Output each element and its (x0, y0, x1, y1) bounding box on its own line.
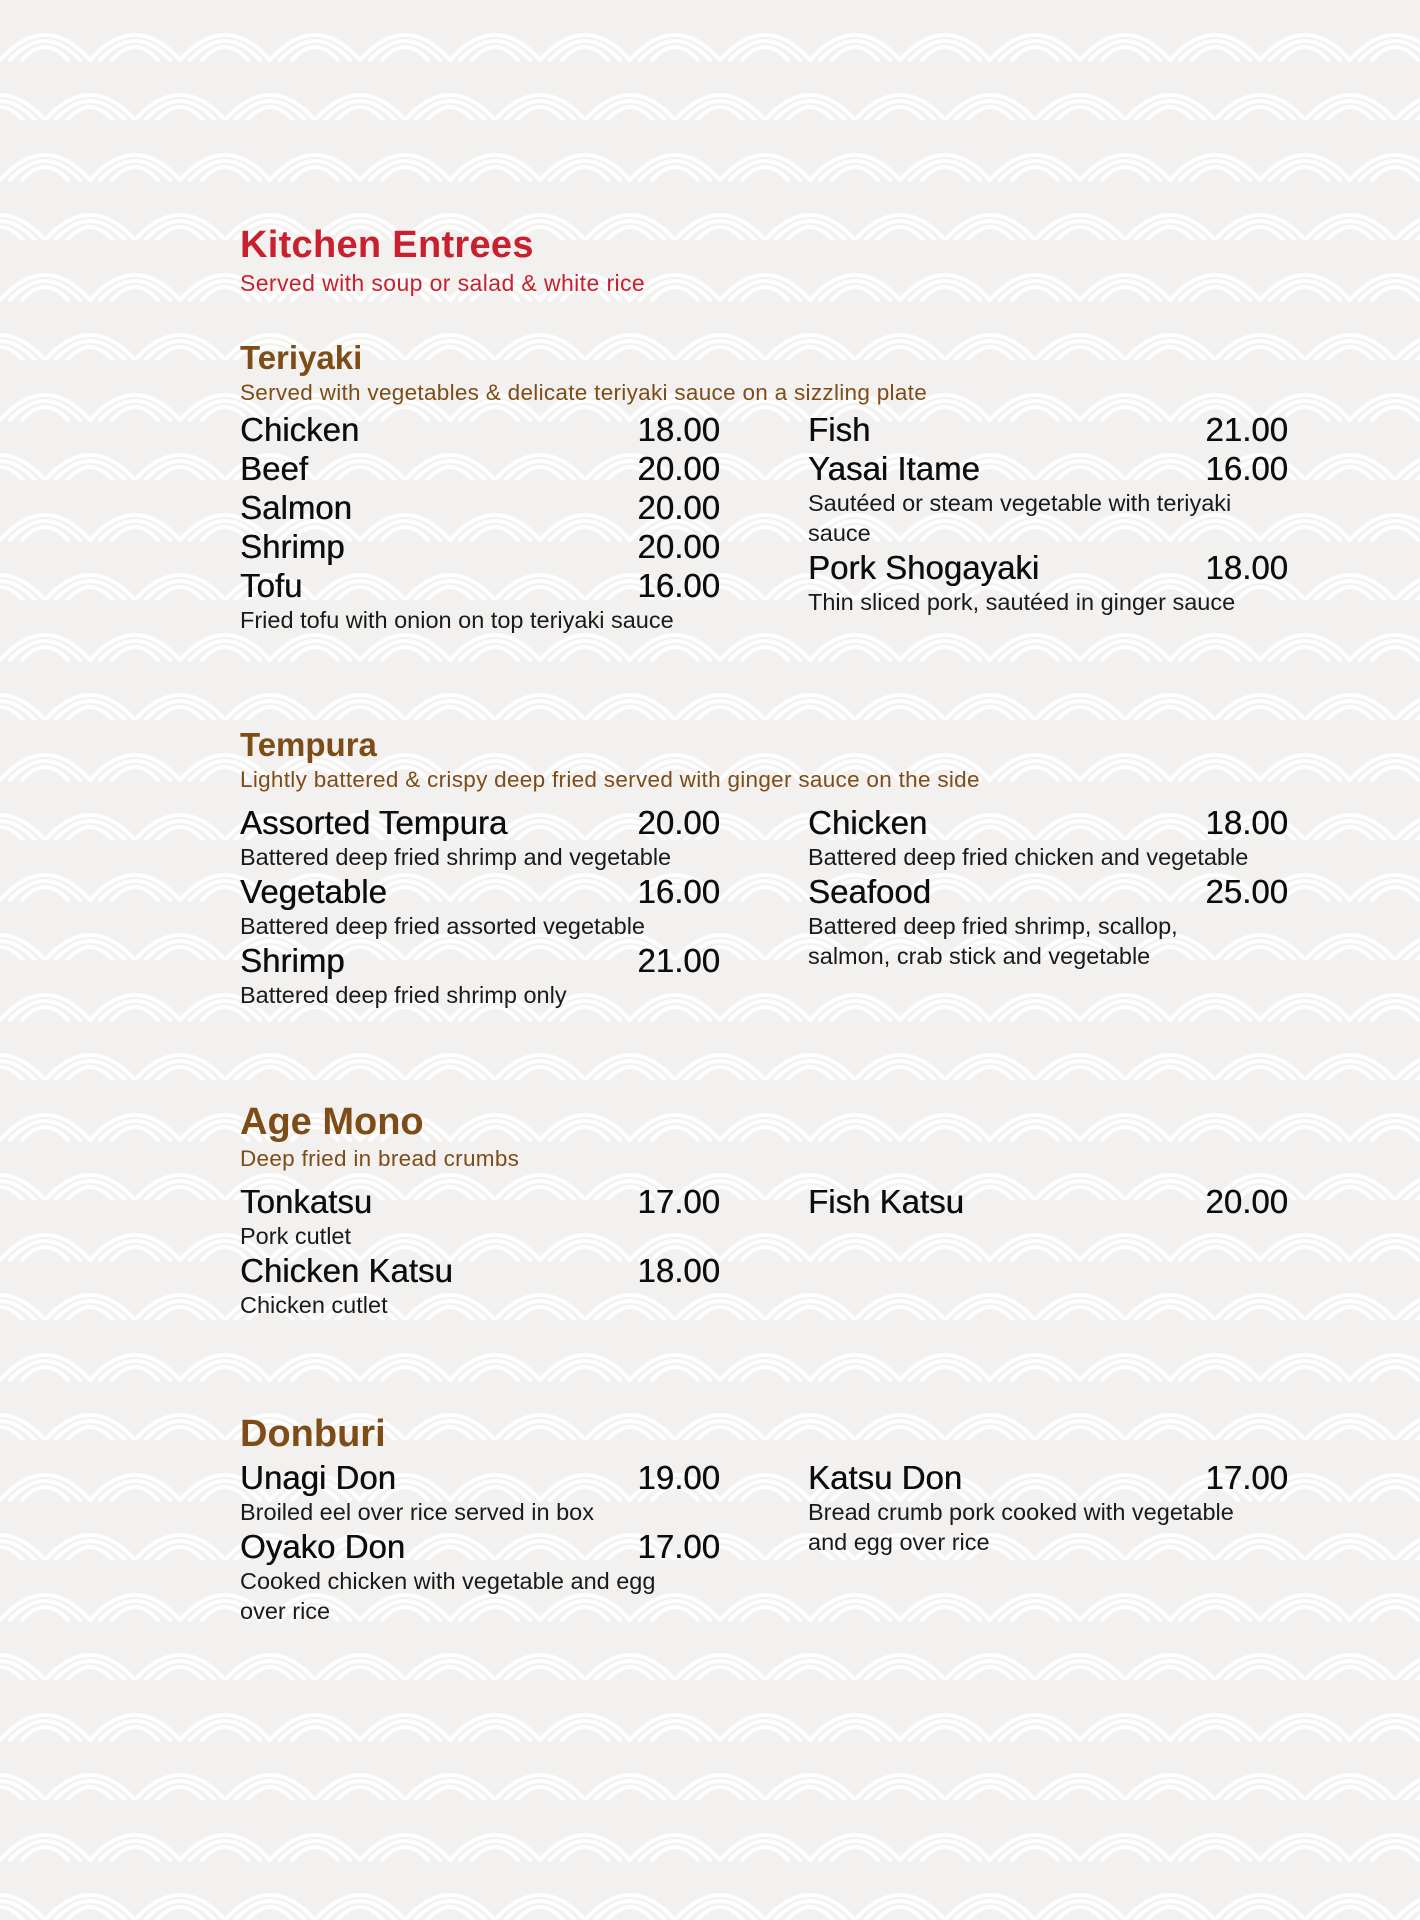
item-price: 21.00 (637, 942, 720, 979)
item-name: Unagi Don (240, 1459, 396, 1496)
item-price: 18.00 (637, 411, 720, 448)
menu-item (808, 872, 1288, 971)
item-name: Shrimp (240, 528, 345, 565)
menu-item (240, 1182, 720, 1251)
item-name: Seafood (808, 873, 931, 910)
section-description: Lightly battered & crispy deep fried served with ginger sauce on the side (240, 767, 980, 792)
item-name: Tofu (240, 567, 303, 604)
item-price: 18.00 (637, 1252, 720, 1289)
item-name: Pork Shogayaki (808, 549, 1040, 586)
menu-item (808, 548, 1288, 617)
left-column (240, 1182, 720, 1320)
menu-item (808, 1458, 1288, 1557)
menu-item (808, 803, 1288, 872)
menu-item (240, 449, 720, 488)
item-price: 16.00 (637, 567, 720, 604)
item-price: 20.00 (637, 489, 720, 526)
item-price: 17.00 (1205, 1459, 1288, 1496)
section-title: Age Mono (240, 1101, 424, 1143)
menu-item (808, 410, 1288, 449)
section-donburi (240, 1412, 1290, 1758)
menu-item (240, 1527, 720, 1626)
item-price: 16.00 (1205, 450, 1288, 487)
item-name: Beef (240, 450, 308, 487)
item-description: Thin sliced pork, sautéed in ginger sauce (808, 589, 1236, 615)
item-name: Oyako Don (240, 1528, 406, 1565)
right-column (808, 1458, 1288, 1557)
item-name: Tonkatsu (240, 1183, 373, 1220)
section-title: Teriyaki (240, 339, 363, 376)
menu-item (240, 1251, 720, 1320)
item-price: 20.00 (637, 450, 720, 487)
item-description: Cooked chicken with vegetable and egg over rice (240, 1568, 656, 1624)
menu-item (240, 803, 720, 872)
menu-item (240, 1458, 720, 1527)
item-price: 17.00 (637, 1528, 720, 1565)
menu-item (240, 941, 720, 1010)
menu-item (240, 488, 720, 527)
left-column (240, 803, 720, 1010)
item-description: Fried tofu with onion on top teriyaki sauce (240, 607, 674, 633)
item-description: Battered deep fried shrimp only (240, 982, 567, 1008)
item-description: Bread crumb pork cooked with vegetable and egg over rice (808, 1499, 1234, 1555)
item-price: 20.00 (1205, 1183, 1288, 1220)
item-price: 25.00 (1205, 873, 1288, 910)
item-price: 21.00 (1205, 411, 1288, 448)
section-description: Deep fried in bread crumbs (240, 1146, 520, 1171)
item-name: Shrimp (240, 942, 345, 979)
item-name: Assorted Tempura (240, 804, 508, 841)
right-column (808, 410, 1288, 617)
menu-item (808, 449, 1288, 548)
item-price: 18.00 (1205, 804, 1288, 841)
left-column (240, 410, 720, 635)
item-name: Chicken Katsu (240, 1252, 453, 1289)
item-description: Broiled eel over rice served in box (240, 1499, 594, 1525)
item-description: Battered deep fried assorted vegetable (240, 913, 645, 939)
item-description: Pork cutlet (240, 1223, 352, 1249)
left-column (240, 1458, 720, 1626)
menu-item (240, 566, 720, 635)
item-name: Yasai Itame (808, 450, 980, 487)
item-description: Sautéed or steam vegetable with teriyaki sauce (808, 490, 1232, 546)
section-tempura (240, 725, 1290, 1103)
section-teriyaki (240, 338, 1290, 710)
item-description: Battered deep fried shrimp and vegetable (240, 844, 672, 870)
item-price: 20.00 (637, 528, 720, 565)
section-description: Served with vegetables & delicate teriyaki sauce on a sizzling plate (240, 380, 928, 405)
item-price: 17.00 (637, 1183, 720, 1220)
section-title: Tempura (240, 726, 377, 763)
item-price: 18.00 (1205, 549, 1288, 586)
right-column (808, 1182, 1288, 1221)
section-title: Donburi (240, 1413, 386, 1455)
item-name: Vegetable (240, 873, 387, 910)
menu-item (240, 527, 720, 566)
item-price: 16.00 (637, 873, 720, 910)
item-description: Chicken cutlet (240, 1292, 388, 1318)
right-column (808, 803, 1288, 971)
item-name: Katsu Don (808, 1459, 963, 1496)
item-name: Fish (808, 411, 871, 448)
item-price: 20.00 (637, 804, 720, 841)
item-description: Battered deep fried shrimp, scallop, salmon, crab stick and vegetable (808, 913, 1178, 969)
page-subtitle: Served with soup or salad & white rice (240, 270, 646, 296)
menu-item (808, 1182, 1288, 1221)
menu-item (240, 872, 720, 941)
item-name: Chicken (808, 804, 928, 841)
item-name: Chicken (240, 411, 360, 448)
item-name: Fish Katsu (808, 1183, 964, 1220)
item-description: Battered deep fried chicken and vegetable (808, 844, 1249, 870)
menu-item (240, 410, 720, 449)
item-name: Salmon (240, 489, 352, 526)
item-price: 19.00 (637, 1459, 720, 1496)
page-title: Kitchen Entrees (240, 224, 534, 266)
